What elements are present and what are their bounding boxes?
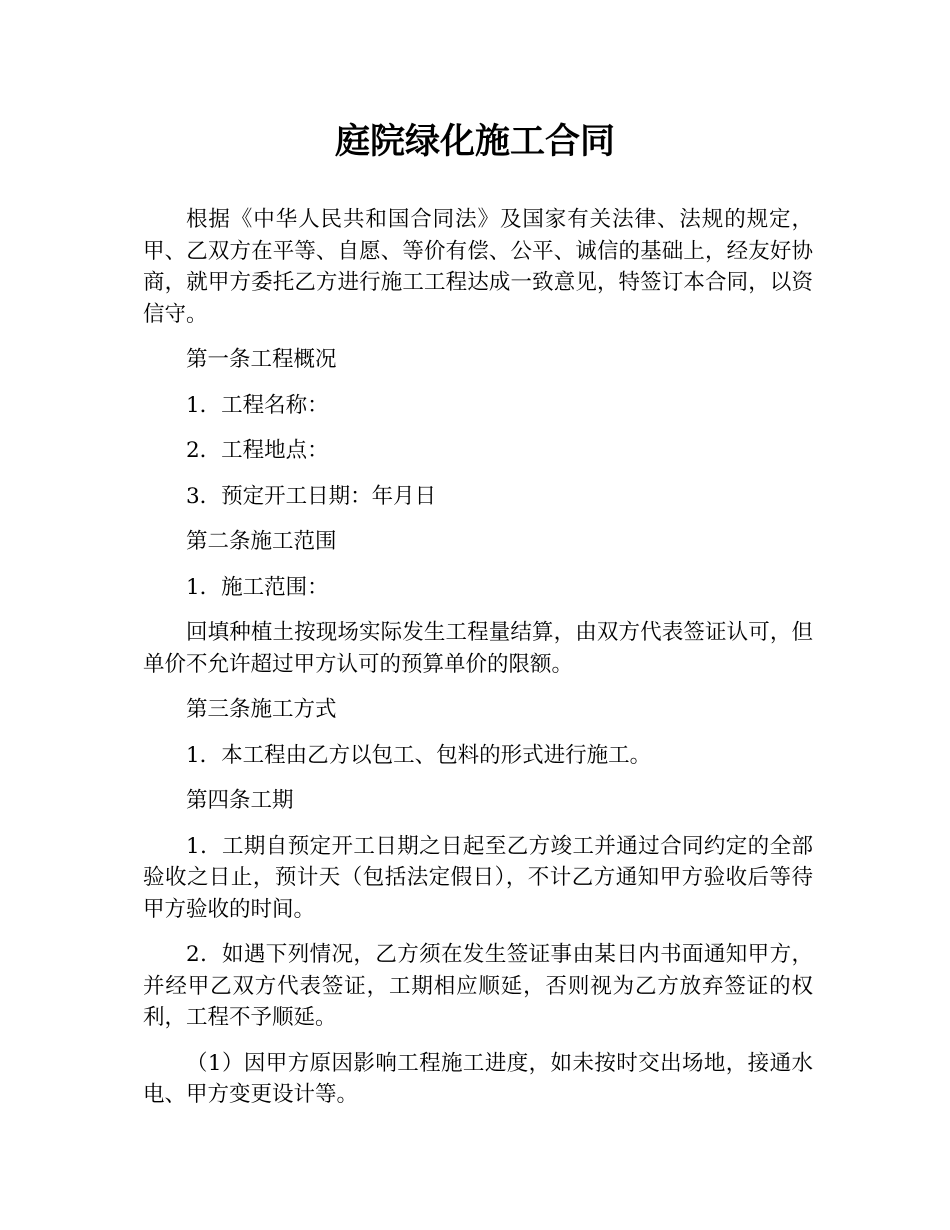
- document-title: 庭院绿化施工合同: [334, 122, 615, 162]
- article-3-heading: 第三条施工方式: [186, 697, 337, 722]
- article-4-heading: 第四条工期: [186, 788, 294, 813]
- article-2-item-1: 1．施工范围：: [186, 574, 329, 600]
- article-2-heading: 第二条施工范围: [186, 529, 337, 554]
- article-1-item-2: 2．工程地点：: [186, 438, 329, 463]
- article-1-item-1: 1．工程名称：: [186, 392, 329, 418]
- article-1-heading: 第一条工程概况: [186, 347, 337, 372]
- article-4-item-2: 2．如遇下列情况，乙方须在发生签证事由某日内书面通知甲方，并经甲乙双方代表签证，工期相应顺延，否则视为乙方放弃签证的权利，工程不予顺延。: [143, 942, 813, 1030]
- article-2-paragraph: 回填种植土按现场实际发生工程量结算，由双方代表签证认可，但单价不允许超过甲方认可的预算单价的限额。: [143, 620, 813, 677]
- article-1-item-3: 3．预定开工日期：年月日: [186, 483, 437, 509]
- article-4-item-1: 1．工期自预定开工日期之日起至乙方竣工并通过合同约定的全部验收之日止，预计天（包括法定假日），不计乙方通知甲方验收后等待甲方验收的时间。: [143, 833, 813, 922]
- document-body: [143, 204, 813, 1125]
- article-3-item-1: 1．本工程由乙方以包工、包料的形式进行施工。: [186, 742, 652, 768]
- intro-paragraph: 根据《中华人民共和国合同法》及国家有关法律、法规的规定，甲、乙双方在平等、自愿、等价有偿、公平、诚信的基础上，经友好协商，就甲方委托乙方进行施工工程达成一致意见，特签订本合同，以资信守。: [143, 207, 813, 327]
- article-4-sub-item-1: （1）因甲方原因影响工程施工进度，如未按时交出场地，接通水电、甲方变更设计等。: [143, 1050, 813, 1107]
